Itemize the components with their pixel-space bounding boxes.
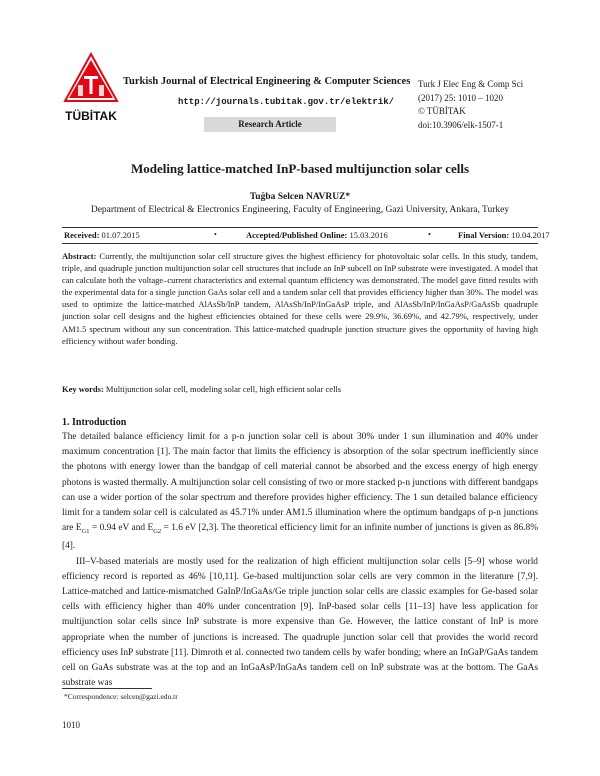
intro-paragraph-1: The detailed balance efficiency limit for a p-n junction solar cell is about 30% under 1 sun illumination and 40% under maximum concentration [1]. The main factor that limits the efficiency is absorption of the solar spectrum inefficiently since the photons with energy lower than the bandgap of cell material cannot be absorbed and the excess energy of high energy photons is wasted thermally. A multijunction solar cell consisting of two or more stacked p-n junctions with different bandgaps can use a wider portion of the solar spectrum and therefore provides higher efficiency. The 1 sun detailed balance efficiency limit for a tandem solar cell is calculated as 45.71% under AM1.5 illumination where the optimum bandgaps of p-n junctions are $E_{G1} = 0.94$ eV and $E_{G2} = 1.6$ eV [2,3]. The theoretical efficiency limit for an infinite number of junctions is given as 86.8% [4].	[62, 432, 538, 552]
abstract	[62, 250, 538, 347]
separator-bullet: •	[214, 230, 217, 239]
journal-url-link[interactable]: http://journals.tubitak.gov.tr/elektrik/	[178, 97, 395, 107]
citation-copyright: © TÜBİTAK	[418, 106, 466, 116]
keywords	[62, 384, 538, 394]
journal-title: Turkish Journal of Electrical Engineering & Computer Sciences	[123, 76, 411, 87]
citation-block	[418, 78, 523, 132]
citation-doi[interactable]: doi:10.3906/elk-1507-1	[418, 119, 504, 130]
citation-volume: (2017) 25: 1010 – 1020	[418, 92, 503, 103]
author-affiliation: Department of Electrical & Electronics Engineering, Faculty of Engineering, Gazi University, Ankara, Turkey	[90, 205, 510, 215]
dates-bottom-divider	[62, 243, 538, 244]
dates-top-divider	[62, 227, 538, 228]
footnote-divider	[62, 688, 152, 689]
received-date: Received: 01.07.2015	[64, 230, 140, 240]
tubitak-emblem-icon	[62, 52, 120, 130]
section-heading-introduction: 1. Introduction	[62, 417, 127, 428]
accepted-date: Accepted/Published Online: 15.03.2016	[246, 230, 388, 240]
page-number: 1010	[62, 720, 80, 730]
keywords-text: Multijunction solar cell, modeling solar cell, high efficient solar cells	[105, 384, 342, 394]
article-type-badge: Research Article	[204, 117, 336, 132]
keywords-label: Key words:	[62, 384, 104, 394]
svg-text:TÜBİTAK: TÜBİTAK	[65, 109, 117, 123]
citation-journal: Turk J Elec Eng & Comp Sci	[418, 79, 524, 89]
separator-bullet: •	[428, 230, 431, 239]
correspondence-footnote: *Correspondence: selcen@gazi.edu.tr	[64, 692, 178, 701]
publication-dates	[62, 230, 550, 242]
final-version-date: Final Version: 10.04.2017	[458, 230, 550, 240]
tubitak-logo	[62, 52, 120, 130]
author-name: Tuğba Selcen NAVRUZ*	[249, 192, 351, 202]
paper-title: Modeling lattice-matched InP-based multijunction solar cells	[130, 161, 470, 176]
introduction-body	[62, 430, 538, 691]
abstract-label: Abstract:	[62, 251, 97, 261]
intro-paragraph-2: III–V-based materials are mostly used for the realization of high efficient multijunction solar cells [5–9] whose world efficiency record is reported as 46% [10,11]. Ge-based multijunction solar cells are very common in the literature [7,9]. Lattice-matched and lattice-mismatched GaInP/InGaAs/Ge triple junction solar cells are classic examples for Ge-based solar cells with efficiency higher than 40% under concentration [9]. InP-based solar cells [11–13] have less application for multijunction solar cells since InP substrate is more expensive than Ge. However, the lattice constant of InP is more appropriate when the number of junctions is increased. The quadruple junction solar cell that provides the world record efficiency uses InP substrate [11]. Dimroth et al. connected two tandem cells by wafer bonding; where an InGaP/GaAs tandem cell on GaAs substrate was at the top and an InGaAsP/InGaAs tandem cell on InP substrate was at the bottom. The GaAs substrate was	[62, 556, 538, 689]
abstract-text: Currently, the multijunction solar cell structure gives the highest efficiency for photovoltaic solar cells. In this study, tandem, triple, and quadruple junction multijunction solar cell structures that include an InP subcell on InP substrate were investigated. A model that can calculate both the voltage–current characteristics and external quantum efficiency was demonstrated. The model gave fitted results with the experimental data for a single junction GaAs solar cell and a tandem solar cell that provides efficiency higher than 30%. The model was used to optimize the lattice-matched AlAsSb/InP tandem, AlAsSb/InP/InGaAsP triple, and AlAsSb/InP/InGaAsP/GaAsSb quadruple junction solar cell designs and the highest efficiencies obtained for these cells were 29.9%, 36.69%, and 42.79%, respectively, under AM1.5 spectrum without any sun concentration. This lattice-matched quadruple junction structure gives the opportunity of having high efficiency without wafer bonding.	[62, 251, 538, 346]
